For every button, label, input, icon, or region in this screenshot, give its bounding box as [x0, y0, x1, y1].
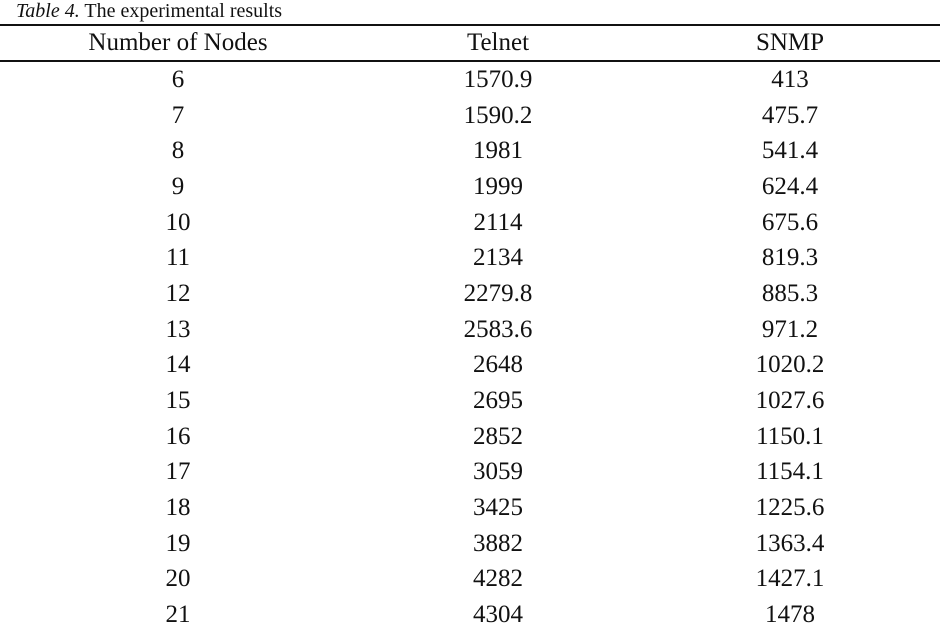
cell-telnet: 3059: [473, 458, 523, 486]
cell-telnet: 2648: [473, 351, 523, 379]
cell-telnet: 2583.6: [463, 315, 533, 343]
cell-telnet: 1590.2: [463, 101, 533, 129]
table-caption: [16, 0, 282, 22]
table-row: [0, 419, 940, 455]
cell-snmp: 475.7: [761, 101, 819, 129]
cell-telnet: 2134: [473, 244, 523, 272]
cell-nodes: 7: [171, 101, 185, 129]
cell-snmp: 1020.2: [755, 351, 825, 379]
cell-nodes: 19: [165, 529, 191, 557]
table-row: [0, 455, 940, 491]
table-row: [0, 169, 940, 205]
cell-nodes: 9: [171, 172, 185, 200]
cell-snmp: 971.2: [761, 315, 819, 343]
cell-telnet: 1999: [473, 172, 523, 200]
cell-nodes: 14: [165, 351, 191, 379]
cell-snmp: 1427.1: [755, 565, 825, 593]
caption-text: The experimental results: [79, 0, 283, 22]
cell-nodes: 15: [165, 387, 191, 415]
cell-telnet: 2852: [473, 422, 523, 450]
cell-telnet: 2279.8: [463, 279, 533, 307]
table-row: [0, 348, 940, 384]
cell-nodes: 20: [165, 565, 191, 593]
results-table: [0, 26, 940, 629]
table-row: [0, 276, 940, 312]
table-body: [0, 62, 940, 633]
table-header-row: [0, 26, 940, 60]
cell-snmp: 1150.1: [756, 422, 824, 450]
cell-nodes: 18: [165, 494, 191, 522]
cell-nodes: 21: [165, 601, 191, 629]
cell-snmp: 1154.1: [756, 458, 824, 486]
cell-snmp: 541.4: [761, 137, 819, 165]
cell-telnet: 2695: [473, 387, 523, 415]
cell-snmp: 1225.6: [755, 494, 825, 522]
cell-telnet: 3425: [473, 494, 523, 522]
table-row: [0, 490, 940, 526]
table-header-rule: [0, 60, 940, 62]
table-row: [0, 526, 940, 562]
cell-nodes: 11: [165, 244, 191, 272]
table-row: [0, 240, 940, 276]
table-row: [0, 312, 940, 348]
cell-snmp: 675.6: [761, 208, 819, 236]
column-header-snmp: SNMP: [755, 29, 825, 56]
cell-nodes: 12: [165, 279, 191, 307]
column-header-telnet: Telnet: [466, 29, 530, 56]
cell-telnet: 1981: [473, 137, 523, 165]
cell-telnet: 4282: [473, 565, 523, 593]
column-header-nodes: Number of Nodes: [88, 29, 268, 56]
cell-nodes: 10: [165, 208, 191, 236]
table-row: [0, 98, 940, 134]
table-row: [0, 562, 940, 598]
cell-nodes: 13: [165, 315, 191, 343]
cell-snmp: 819.3: [761, 244, 819, 272]
table-row: [0, 62, 940, 98]
table-row: [0, 133, 940, 169]
cell-snmp: 885.3: [761, 279, 819, 307]
cell-nodes: 6: [171, 65, 185, 93]
table-row: [0, 205, 940, 241]
cell-snmp: 624.4: [761, 172, 819, 200]
cell-snmp: 1363.4: [755, 529, 825, 557]
caption-label: Table 4.: [16, 0, 80, 22]
cell-telnet: 2114: [473, 208, 523, 236]
cell-telnet: 1570.9: [463, 65, 533, 93]
cell-snmp: 413: [771, 65, 809, 93]
cell-snmp: 1027.6: [755, 387, 825, 415]
cell-telnet: 3882: [473, 529, 523, 557]
cell-telnet: 4304: [473, 601, 523, 629]
table-row: [0, 597, 940, 633]
cell-snmp: 1478: [765, 601, 815, 629]
cell-nodes: 16: [165, 422, 191, 450]
cell-nodes: 8: [171, 137, 185, 165]
table-row: [0, 383, 940, 419]
cell-nodes: 17: [165, 458, 191, 486]
